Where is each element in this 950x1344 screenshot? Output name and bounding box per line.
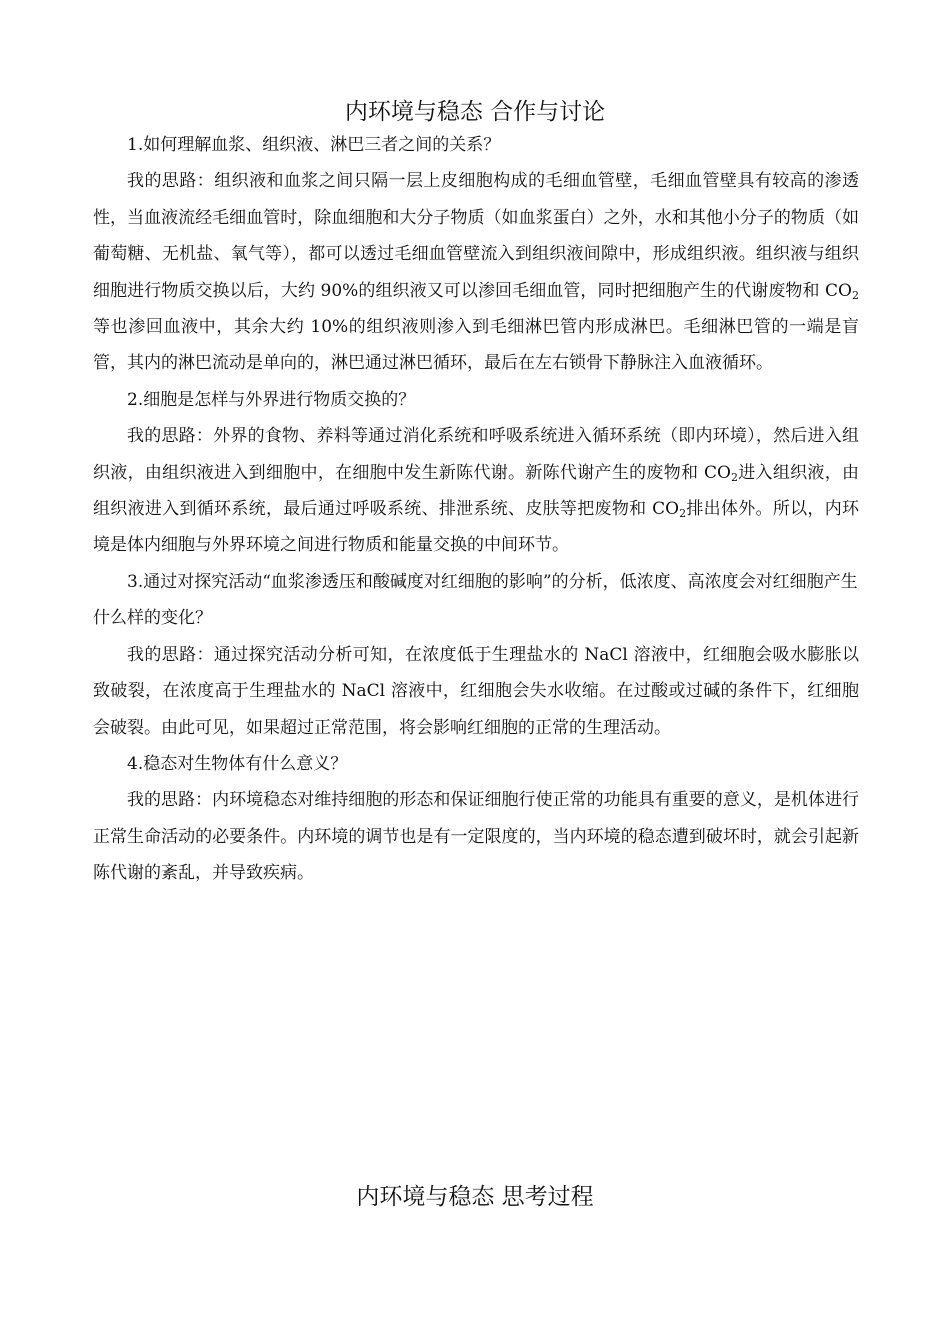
answer-2-subscript-a: 2 (730, 470, 738, 484)
answer-2-text-c: 排出体外。所以，内环境是体内细胞与外界环境之间进行物质和能量交换的中间环节。 (93, 499, 860, 556)
section-title-thinking: 内环境与稳态 思考过程 (356, 1184, 594, 1210)
answer-1-text-b: 等也渗回血液中，其余大约 10%的组织液则渗入到毛细淋巴管内形成淋巴。毛细淋巴管的一端是盲管，其内的淋巴流动是单向的，淋巴通过淋巴循环，最后在左右锁骨下静脉注入血液循环。 (93, 317, 859, 374)
answer-1 (93, 163, 859, 381)
answer-3: 我的思路：通过探究活动分析可知，在浓度低于生理盐水的 NaCl 溶液中，红细胞会吸水膨胀以致破裂，在浓度高于生理盐水的 NaCl 溶液中，红细胞会失水收缩。在过酸或过碱的条件下，红细胞会破裂。由此可见，如果超过正常范围，将会影响红细胞的正常的生理活动。 (93, 644, 859, 738)
answer-2-subscript-b: 2 (679, 507, 687, 521)
question-4: 4.稳态对生物体有什么意义？ (127, 753, 348, 774)
document-body (93, 127, 859, 892)
question-2: 2.细胞是怎样与外界进行物质交换的？ (127, 389, 416, 410)
answer-2-text-b: 进入组织液，由组织液进入到循环系统，最后通过呼吸系统、排泄系统、皮肤等把废物和 CO (93, 462, 859, 520)
answer-1-subscript: 2 (852, 288, 859, 302)
question-3: 3.通过对探究活动“血浆渗透压和酸碱度对红细胞的影响”的分析，低浓度、高浓度会对红细胞产生什么样的变化？ (93, 571, 858, 629)
question-1: 1.如何理解血浆、组织液、淋巴三者之间的关系？ (127, 135, 501, 155)
section-title-discussion: 内环境与稳态 合作与讨论 (344, 99, 606, 125)
answer-2-text-a: 我的思路：外界的食物、养料等通过消化系统和呼吸系统进入循环系统（即内环境），然后进入组织液，由组织液进入到细胞中，在细胞中发生新陈代谢。新陈代谢产生的废物和 CO (93, 426, 859, 483)
answer-1-text-a: 我的思路：组织液和血浆之间只隔一层上皮细胞构成的毛细血管壁，毛细血管壁具有较高的渗透性，当血液流经毛细血管时，除血细胞和大分子物质（如血浆蛋白）之外，水和其他小分子的物质（如葡萄糖、无机盐、氧气等），都可以透过毛细血管壁流入到组织液间隙中，形成组织液。组织液与组织细胞进行物质交换以后，大约 90%的组织液又可以渗回毛细血管，同时把细胞产生的代谢废物和 CO (93, 171, 859, 301)
answer-2 (93, 418, 859, 564)
answer-4: 我的思路：内环境稳态对维持细胞的形态和保证细胞行使正常的功能具有重要的意义，是机体进行正常生命活动的必要条件。内环境的调节也是有一定限度的，当内环境的稳态遭到破坏时，就会引起新陈代谢的紊乱，并导致疾病。 (93, 790, 859, 884)
